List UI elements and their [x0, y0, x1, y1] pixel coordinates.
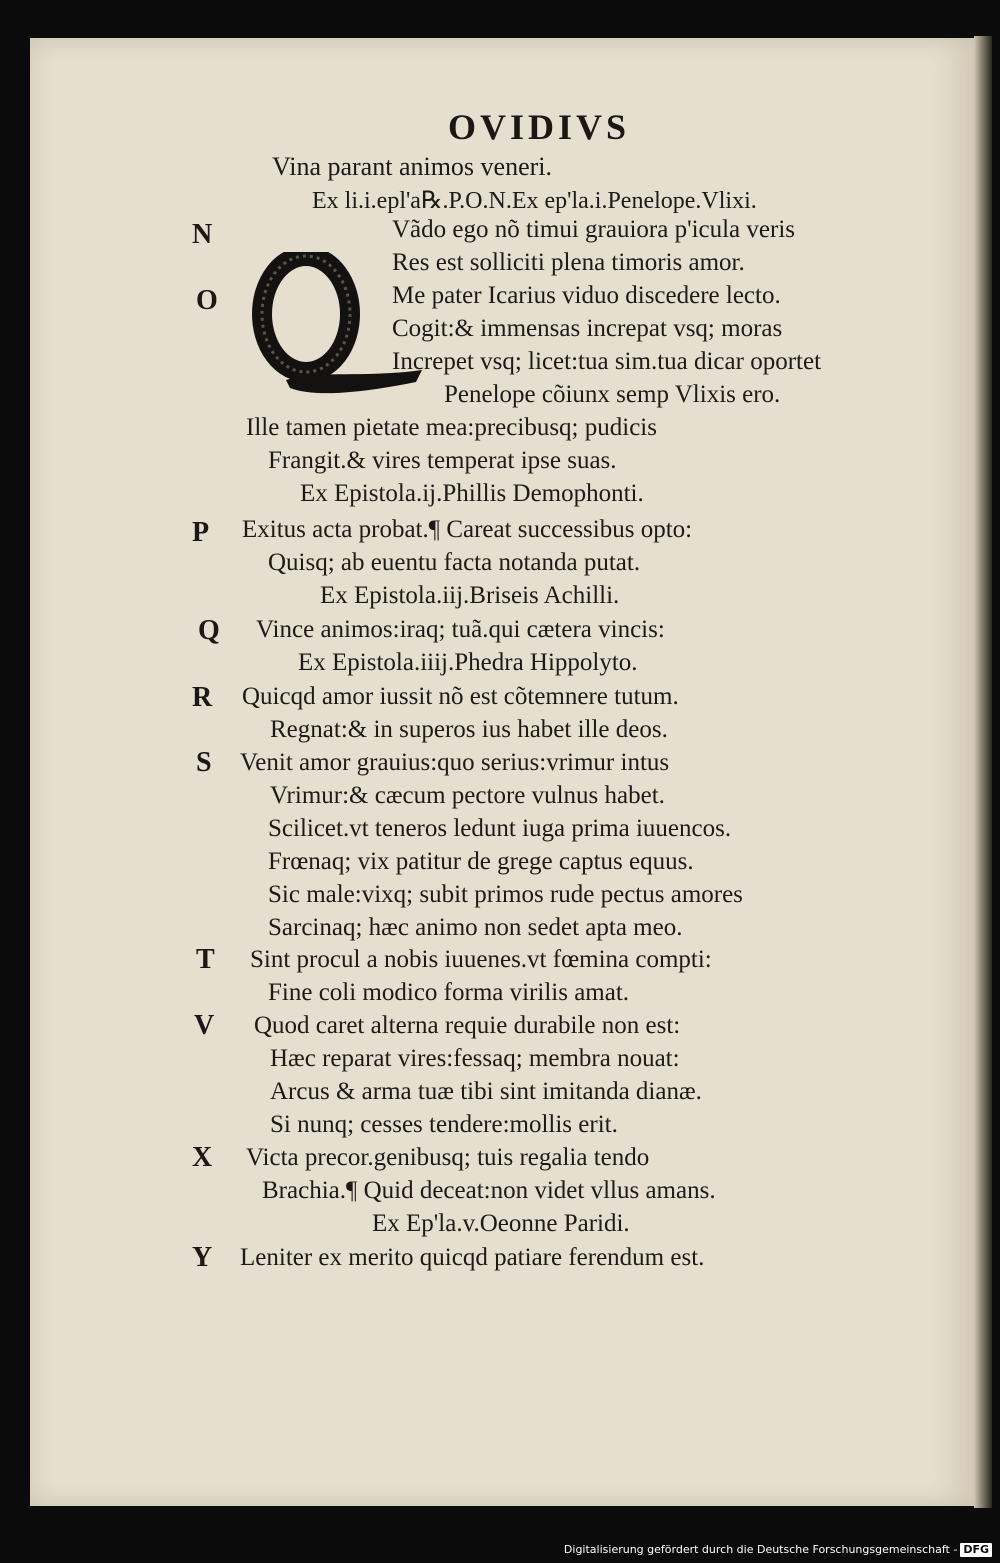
text-line: Vince animos:iraq; tuã.qui cætera vincis:	[256, 616, 665, 643]
text-line: Si nunq; cesses tendere:mollis erit.	[270, 1111, 618, 1138]
text-line: Penelope cõiunx semp Vlixis ero.	[444, 381, 781, 408]
text-line: Brachia.¶ Quid deceat:non videt vllus amans.	[262, 1177, 716, 1204]
dfg-logo: DFG	[960, 1543, 992, 1557]
text-line: Frangit.& vires temperat ipse suas.	[268, 447, 617, 474]
text-line: Increpet vsq; licet:tua sim.tua dicar oportet	[392, 348, 822, 375]
text-line: Leniter ex merito quicqd patiare ferendum est.	[240, 1244, 705, 1271]
text-line: Ex Epistola.iij.Briseis Achilli.	[320, 582, 620, 609]
text-line: Scilicet.vt teneros ledunt iuga prima iuuencos.	[268, 815, 732, 842]
digitization-credit	[564, 1543, 992, 1557]
margin-letter: R	[192, 682, 213, 713]
margin-letter: O	[196, 285, 218, 316]
text-line: Sint procul a nobis iuuenes.vt fœmina compti:	[250, 946, 712, 973]
margin-letter: P	[192, 517, 210, 548]
text-line: Sic male:vixq; subit primos rude pectus amores	[268, 881, 743, 908]
text-line: Ex Epistola.ij.Phillis Demophonti.	[300, 480, 644, 507]
margin-letter: N	[192, 219, 213, 250]
credit-text: Digitalisierung gefördert durch die Deutsche Forschungsgemeinschaft -	[563, 1543, 958, 1556]
text-line: Quisq; ab euentu facta notanda putat.	[268, 549, 641, 576]
margin-letter: X	[192, 1142, 213, 1173]
text-line: Hæc reparat vires:fessaq; membra nouat:	[270, 1045, 680, 1072]
text-line: Vrimur:& cæcum pectore vulnus habet.	[270, 782, 665, 809]
margin-letter: Y	[192, 1242, 213, 1273]
text-line: Ex li.i.epl'a℞.P.O.N.Ex ep'la.i.Penelope.Vlixi.	[312, 188, 757, 214]
margin-letter: V	[194, 1010, 215, 1041]
text-line: Fine coli modico forma virilis amat.	[268, 979, 630, 1006]
text-line: Ex Ep'la.v.Oeonne Paridi.	[372, 1210, 630, 1237]
text-line: Ex Epistola.iiij.Phedra Hippolyto.	[298, 649, 638, 676]
margin-letter: S	[196, 747, 212, 778]
text-line: Regnat:& in superos ius habet ille deos.	[270, 716, 668, 743]
running-header: OVIDIVS	[448, 107, 631, 147]
text-line: Sarcinaq; hæc animo non sedet apta meo.	[268, 914, 683, 941]
page-edge	[974, 36, 992, 1508]
text-line: Venit amor grauius:quo serius:vrimur intus	[240, 749, 670, 776]
text-line: Frœnaq; vix patitur de grege captus equus.	[268, 848, 694, 875]
text-line: Quicqd amor iussit nõ est cõtemnere tutum.	[242, 683, 679, 710]
margin-letter: T	[196, 944, 215, 975]
text-line: Vina parant animos veneri.	[272, 152, 553, 181]
text-line: Res est solliciti plena timoris amor.	[392, 249, 745, 276]
text-line: Exitus acta probat.¶ Careat successibus opto:	[242, 516, 693, 543]
text-line: Ille tamen pietate mea:precibusq; pudicis	[246, 414, 657, 441]
text-line: Cogit:& immensas increpat vsq; moras	[392, 315, 783, 342]
text-line: Me pater Icarius viduo discedere lecto.	[392, 282, 781, 309]
text-line: Victa precor.genibusq; tuis regalia tendo	[246, 1144, 650, 1171]
text-line: Arcus & arma tuæ tibi sint imitanda dianæ.	[270, 1078, 702, 1105]
text-line: Vãdo ego nõ timui grauiora p'icula veris	[392, 216, 796, 243]
text-line: Quod caret alterna requie durabile non est:	[254, 1012, 681, 1039]
margin-letter: Q	[198, 615, 220, 646]
